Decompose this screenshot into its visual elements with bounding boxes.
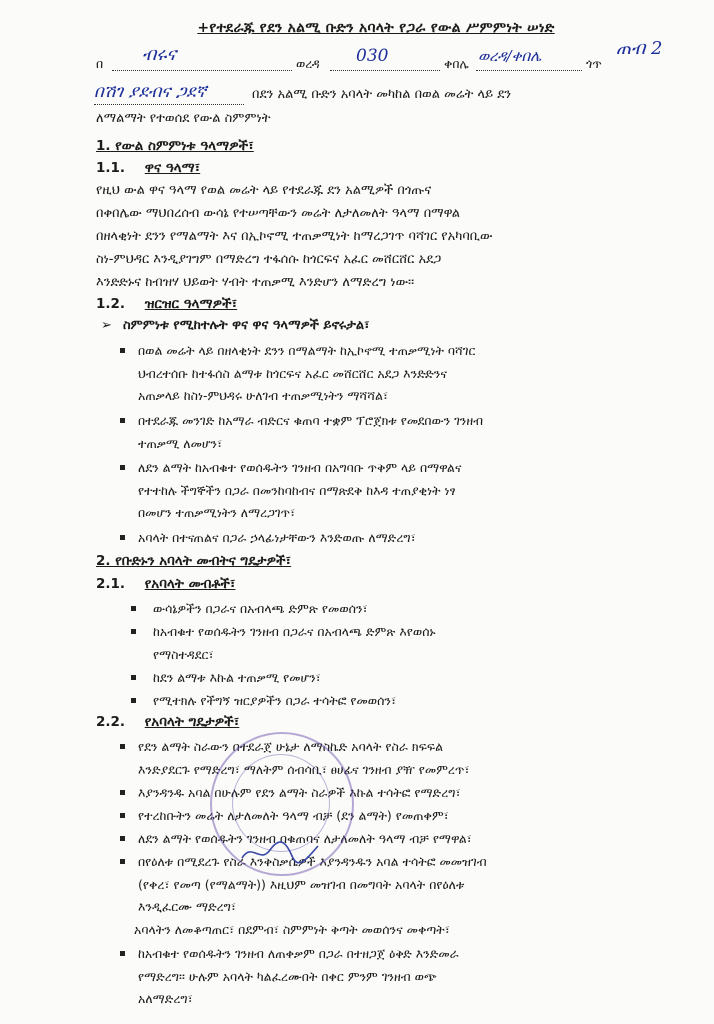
- section-2-heading: 2. የቡድኑን አባላት መብትና ግዴታዎች፣: [96, 553, 292, 569]
- word-got: ጎጥ: [586, 56, 602, 71]
- header-line-2: ለማልማት የተወሰደ የውል ስምምነት: [96, 111, 271, 126]
- rights-bullet: የሚተክሉ የችግኝ ዝርያዎችን በጋራ ተሳትፎ የመወሰን፣: [153, 690, 396, 713]
- duties-bullet: እያንዳንዱ አባል በሁሉም የደን ልማት ስራዎች እኩል ተሳትፎ የማድረግ፣: [138, 782, 461, 805]
- paragraph-line: ስነ-ምህዳር እንዲያገግም በማድረግ ተፋሰሱ ከጎርፍና አፈር መሸርሸር አደጋ: [96, 252, 442, 267]
- header-line-1: በደን አልሚ ቡድን አባላት መካከል በወል መሬት ላይ ደን: [252, 87, 512, 102]
- objective-bullet: አባላት በተናጠልና በጋራ ኃላፊነታቸውን እንድወጡ ለማድረግ፣: [138, 527, 416, 550]
- handwritten-village: ወረዳ/ቀበሌ: [478, 47, 542, 65]
- handwritten-kebele-number: 030: [356, 46, 389, 66]
- prefix-be: በ: [96, 56, 104, 71]
- section-1-2-heading: 1.2. ዝርዝር ዓላማዎች፣: [96, 296, 238, 312]
- section-2-2-heading: 2.2. የአባላት ግዴታዎች፣: [96, 714, 240, 730]
- objective-bullet: በተደራጁ መንገድ ከአማራ ብድርና ቁጠባ ተቋም ፕሮጀክቱ የመደበውን ገንዘብ ተጠቃሚ ለመሆን፣: [138, 410, 483, 455]
- word-wereda: ወረዳ: [296, 56, 320, 71]
- arrow-bullet-icon: ➢: [101, 318, 112, 333]
- document-title: +የተደራጁ የደን አልሚ ቡድን አባላት የጋራ የውል ሥምምነት ሠነድ: [197, 20, 555, 36]
- handwritten-corner-note: ጠብ 2: [616, 38, 663, 59]
- paragraph-line: በቀበሌው ማህበረሰብ ውሳኔ የተሠጣቸውን መሬት ለታለመለት ዓላማ በማዋል: [96, 206, 460, 221]
- paragraph-line: በዘላቂነት ደንን የማልማት እና በኢኮኖሚ ተጠቃሚነት ከማረጋገጥ ባሻገር የአካባቢው: [96, 229, 493, 244]
- blank-line: [94, 104, 244, 105]
- arrow-list-item: ➢ ስምምነቱ የሚከተሉት ዋና ዋና ዓላማዎች ይኖሩታል፣: [101, 318, 370, 333]
- blank-line: [112, 70, 292, 71]
- section-1-1-heading: 1.1. ዋና ዓላማ፣: [96, 160, 201, 176]
- duties-bullet: ከአብቁተ የወሰዱትን ገንዘብ ለጠቀቃም በጋራ በተዘጋጀ ዕቅድ እንድመራ የማድረግ፡፡ ሁሉም አባላት ካልፈረሙበት በቀር ምንም ገንዘብ ወጭ አለማድረግ፣: [138, 943, 459, 1011]
- rights-bullet: ውሳኔዎችን በጋራና በአብላጫ ድምጽ የመወሰን፣: [153, 598, 368, 621]
- paragraph-line: የዚህ ውል ዋና ዓላማ የወል መሬት ላይ የተደራጁ ደን አልሚዎች በጎጡና: [96, 183, 432, 198]
- duties-bullet: በየዕለቱ በሚደረጉ የስራ እንቅስቃሴዎች እያንዳንዱን አባል ተሳትፎ መመዝገብ (የቀረ፣ የመጣ (የማልማት)) እዚህም መዝገብ በመግባት አባላት በየዕለቱ እንዲፈርሙ ማድረግ፣ አባላትን ለመቆጣጠር፣ በደምብ፣ ስምምነት ቅጣት መወሰንና መቀጣት፣: [138, 851, 487, 941]
- duties-bullet: የደን ልማት ስራውን በተደራጀ ሁኔታ ለማስኬድ አባላት የስራ ክፍፍል እንድያደርጉ የማድረግ፣ ማለትም ሰብሳቢ፣ ፀሀፊና ገንዘብ ያዥ የመምረጥ፣: [138, 736, 470, 781]
- paragraph-line: እንድድኑና ከብዝሃ ህይወት ሃብት ተጠቃሚ እንድሆን ለማድረግ ነው፡፡: [96, 275, 415, 290]
- word-kebele: ቀበሌ: [444, 56, 469, 71]
- blank-line: [330, 70, 440, 71]
- duties-bullet: ለደን ልማት የወሰዱትን ገንዘብ በቁጠባና ለታለመለት ዓላማ ብቻ የማዋል፣: [138, 828, 472, 851]
- duties-bullet: የተረከቡትን መሬት ለታለመለት ዓላማ ብቻ (ደን ልማት) የመጠቀም፣: [138, 805, 449, 828]
- handwritten-place: ብሩና: [142, 44, 177, 65]
- handwritten-group-name: በሽገ ያደብና ጋደኛ: [94, 82, 207, 102]
- objective-bullet: ለደን ልማት ከአብቁተ የወሰዱትን ገንዘብ በአግባቡ ጥቅም ላይ በማዋልና የተተከሉ ችግኞችን በጋራ በመንከባከብና በማጽደቅ ከእዳ ተጠያቂነት ነፃ በመሆን ተጠቃሚነትን ለማረጋገጥ፣: [138, 457, 461, 525]
- objective-bullet: በወል መሬት ላይ በዘላቂነት ደንን በማልማት ከኢኮኖሚ ተጠቃሚነት ባሻገር ህብረተሰቡ ከተፋሰስ ልማቱ ከጎርፍና አፈር መሸርሸር አደጋ እንድድንና አጠቃላይ ከስነ-ምህዳሩ ሁለገብ ተጠቃሚነትን ማሻሻል፣: [138, 340, 475, 408]
- section-1-heading: 1. የውል ስምምነቱ ዓላማዎች፣: [96, 138, 254, 154]
- section-2-1-heading: 2.1. የአባላት መብቶች፣: [96, 576, 236, 592]
- rights-bullet: ከአብቁተ የወሰዱትን ገንዘብ በጋራና በአብላጫ ድምጽ እየወሰኑ የማስተዳደር፣: [153, 621, 436, 666]
- handwritten-signature: [240, 838, 320, 866]
- rights-bullet: ከደን ልማቱ እኩል ተጠቃሚ የመሆን፣: [153, 667, 321, 690]
- blank-line: [476, 70, 582, 71]
